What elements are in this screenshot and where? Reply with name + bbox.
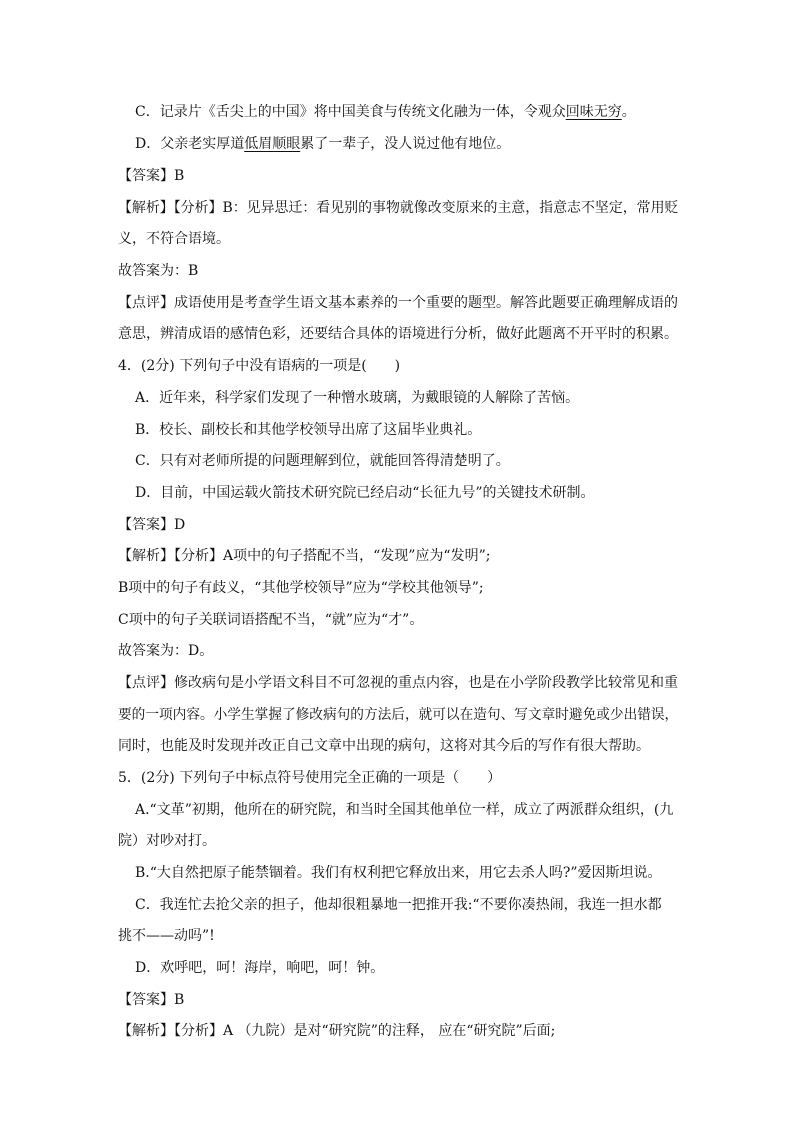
q3-option-c: [135, 102, 695, 122]
q3-option-d-underlined: 低眉顺眼: [244, 136, 301, 152]
q3-answer: 【答案】B: [118, 168, 185, 184]
q3-comment-line-1: 【点评】成语使用是考查学生语文基本素养的一个重要的题型。解答此题要正确理解成语的: [118, 295, 678, 311]
q5-stem: 5．(2分) 下列句子中标点符号使用完全正确的一项是（ ）: [118, 770, 502, 786]
q5-option-b: B.“大自然把原子能禁锢着。我们有权利把它释放出来，用它去杀人吗?”爱因斯坦说。: [135, 865, 662, 881]
q4-conclusion: 故答案为：D。: [118, 643, 214, 659]
q4-analysis-line-2: B项中的句子有歧义，“其他学校领导”应为“学校其他领导”;: [118, 580, 484, 596]
q4-stem: 4．(2分) 下列句子中没有语病的一项是( ): [118, 358, 401, 374]
q5-option-a-line-1: A.“文革”初期，他所在的研究院，和当时全国其他单位一样，成立了两派群众组织，(九: [135, 802, 674, 818]
q4-option-c: C．只有对老师所提的问题理解到位，就能回答得清楚明了。: [135, 453, 510, 469]
q5-option-c-line-1: C．我连忙去抢父亲的担子，他却很粗暴地一把推开我:“不要你凑热闹，我连一担水都: [135, 897, 662, 913]
q3-option-d-end: 累了一辈子，没人说过他有地位。: [300, 136, 511, 152]
q5-analysis-line-1: 【解析】【分析】A （九院）是对“研究院”的注释， 应在“研究院”后面;: [118, 1023, 556, 1039]
q4-comment-line-3: 同时，也能及时发现并改正自己文章中出现的病句，这将对其今后的写作有很大帮助。: [118, 738, 650, 754]
q3-analysis-line-2: 义，不符合语境。: [118, 231, 230, 247]
q3-option-c-text: C．记录片《舌尖上的中国》将中国美食与传统文化融为一体，令观众: [135, 104, 566, 120]
q3-option-c-underlined: 回味无穷: [565, 104, 622, 120]
q5-option-a-line-2: 院）对吵对打。: [118, 833, 216, 849]
q3-analysis-line-1: 【解析】【分析】B：见异思迁：看见别的事物就像改变原来的主意，指意志不坚定，常用贬: [118, 200, 679, 216]
q4-answer: 【答案】D: [118, 517, 186, 533]
q5-answer: 【答案】B: [118, 992, 185, 1008]
q3-comment-line-2: 意思，辨清成语的感情色彩，还要结合具体的语境进行分析，做好此题离不开平时的积累。: [118, 326, 678, 342]
q3-option-d-text: D．父亲老实厚道: [135, 136, 245, 152]
q4-analysis-line-1: 【解析】【分析】A项中的句子搭配不当，“发现”应为“发明”;: [118, 548, 491, 564]
q3-option-c-end: 。: [621, 104, 636, 120]
q4-option-a: A．近年来，科学家们发现了一种憎水玻璃，为戴眼镜的人解除了苦恼。: [135, 390, 580, 406]
q4-comment-line-2: 要的一项内容。小学生掌握了修改病句的方法后，就可以在造句、写文章时避免或少出错误，: [118, 707, 679, 723]
q4-option-d: D．目前，中国运载火箭技术研究院已经启动“长征九号”的关键技术研制。: [135, 485, 595, 501]
q5-option-c-line-2: 挑不——动吗”!: [118, 928, 215, 944]
q4-analysis-line-3: C项中的句子关联词语搭配不当，“就”应为“才”。: [118, 612, 424, 628]
q5-option-d: D．欢呼吧，呵！海岸，响吧，呵！钟。: [135, 960, 385, 976]
q4-comment-line-1: 【点评】修改病句是小学语文科目不可忽视的重点内容，也是在小学阶段教学比较常见和重: [118, 675, 678, 691]
q4-option-b: B．校长、副校长和其他学校领导出席了这届毕业典礼。: [135, 422, 482, 438]
q3-option-d: [135, 134, 695, 154]
q3-conclusion: 故答案为：B: [118, 263, 199, 279]
